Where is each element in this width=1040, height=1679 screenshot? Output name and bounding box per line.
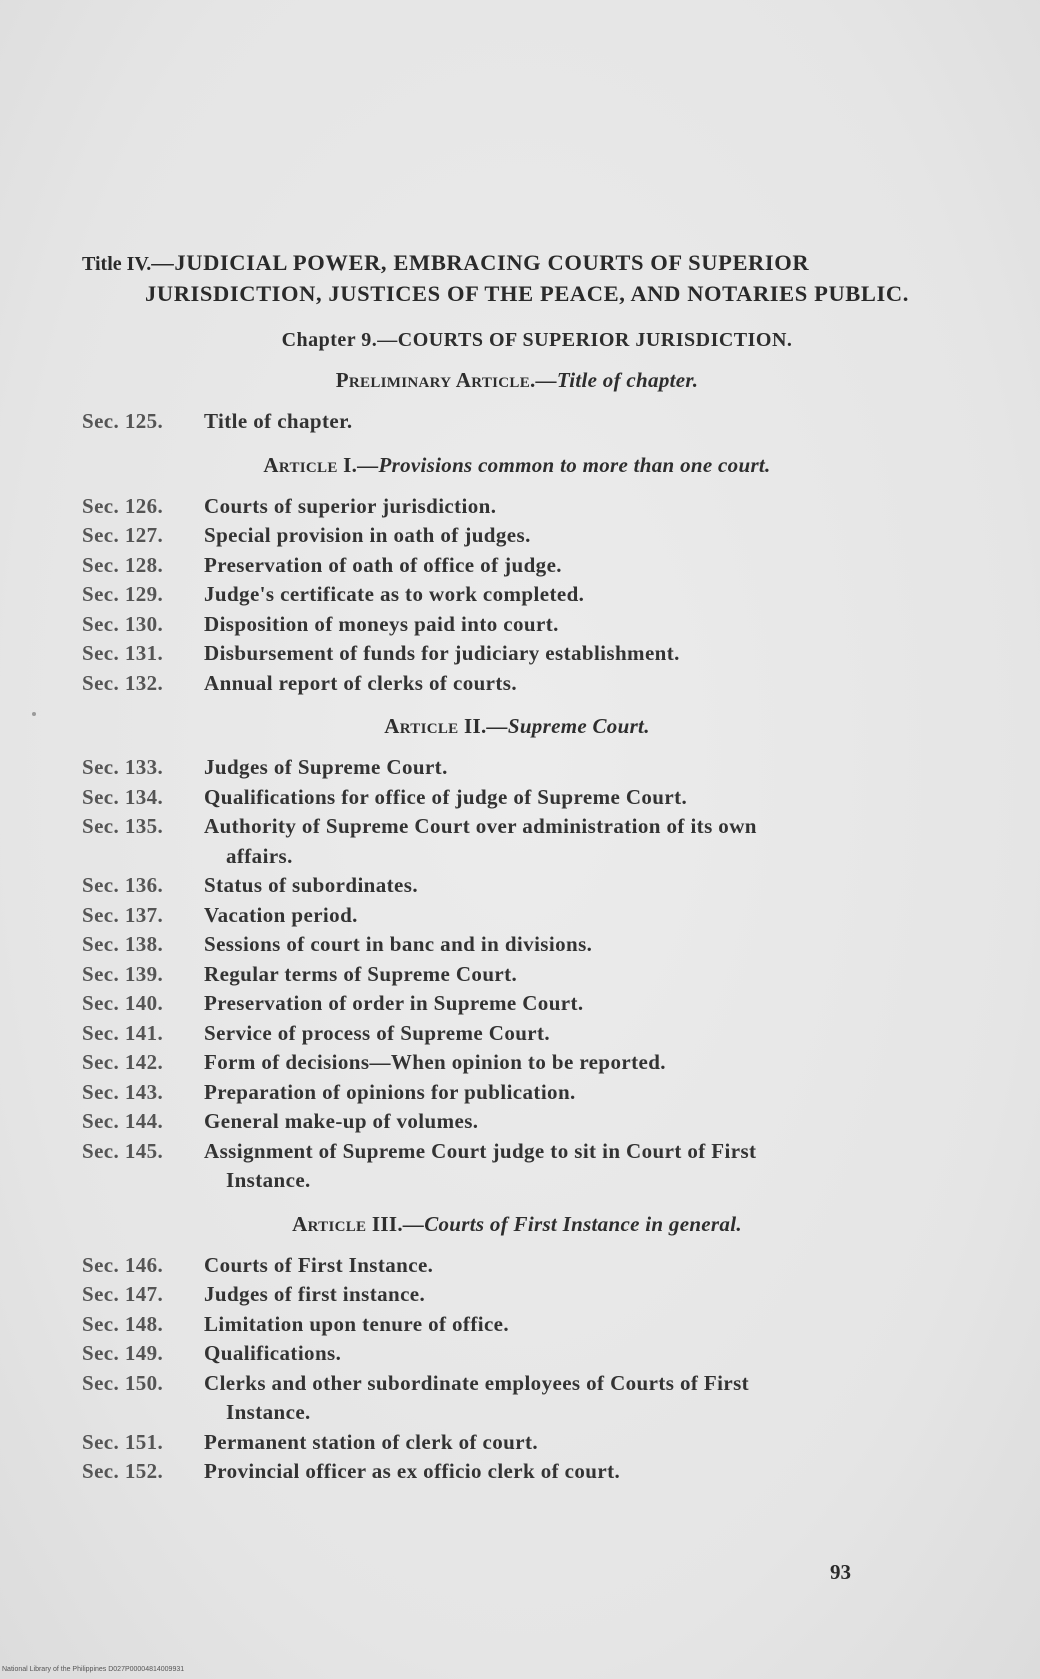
- section-entry: [82, 901, 952, 931]
- section-title-block: [204, 1369, 952, 1428]
- section-title-block: [204, 1137, 952, 1196]
- footer-credit: National Library of the Philippines D027P00004814009931: [2, 1666, 185, 1673]
- section-number: Sec. 132.: [82, 670, 164, 695]
- section-entry: [82, 930, 952, 960]
- section-number: Sec. 146.: [82, 1252, 164, 1277]
- article-label: Article III.: [292, 1211, 403, 1236]
- section-title: Form of decisions—When opinion to be reported.: [204, 1050, 666, 1074]
- section-number: Sec. 140.: [82, 991, 164, 1015]
- section-entry: [82, 521, 952, 551]
- section-title: Preservation of oath of office of judge.: [204, 552, 562, 577]
- section-number: Sec. 151.: [82, 1429, 164, 1454]
- section-list: [82, 492, 952, 699]
- section-title: Provincial officer as ex officio clerk of court.: [204, 1459, 621, 1483]
- section-entry: [82, 960, 952, 990]
- section-title-block: [204, 669, 952, 699]
- section-number: Sec. 127.: [82, 523, 164, 547]
- section-title: Special provision in oath of judges.: [204, 523, 531, 547]
- section-entry: [82, 1251, 952, 1281]
- section-title: Preservation of order in Supreme Court.: [204, 991, 584, 1015]
- section-entry: [82, 1107, 952, 1137]
- article-heading: [82, 453, 952, 478]
- title-text: —JUDICIAL POWER, EMBRACING COURTS OF SUPERIOR JURISDICTION, JUSTICES OF THE PEACE, AND NOTARIES PUBLIC.: [145, 250, 909, 306]
- section-entry: [82, 407, 952, 437]
- section-list: [82, 407, 952, 437]
- section-title: Disposition of moneys paid into court.: [204, 611, 559, 636]
- article-list: [82, 368, 952, 1487]
- section-title: Clerks and other subordinate employees of Courts of First: [204, 1370, 750, 1395]
- section-entry: [82, 1339, 952, 1369]
- section-title: Status of subordinates.: [204, 873, 418, 897]
- section-title: Permanent station of clerk of court.: [204, 1429, 538, 1454]
- section-entry: [82, 1280, 952, 1310]
- section-number: Sec. 150.: [82, 1370, 164, 1395]
- article-label: Article II.: [384, 714, 487, 738]
- section-entry: [82, 753, 952, 783]
- section-title-block: [204, 1280, 952, 1310]
- section-number: Sec. 126.: [82, 493, 164, 518]
- section-title-block: [204, 492, 952, 522]
- title-heading: [82, 248, 952, 308]
- chapter-heading: Chapter 9.—COURTS OF SUPERIOR JURISDICTION.: [281, 329, 793, 351]
- section-title: Courts of superior jurisdiction.: [204, 493, 497, 518]
- section-title-block: [204, 1048, 952, 1078]
- section-entry: [82, 492, 952, 522]
- section-number: Sec. 128.: [82, 552, 164, 577]
- article-label: Preliminary Article.: [335, 368, 536, 392]
- section-number: Sec. 137.: [82, 902, 164, 927]
- section-title-block: [204, 580, 952, 610]
- section-title-block: [204, 1310, 952, 1340]
- section-number: Sec. 139.: [82, 961, 164, 986]
- section-title: Regular terms of Supreme Court.: [204, 961, 518, 986]
- section-title-block: [204, 1078, 952, 1108]
- section-number: Sec. 133.: [82, 755, 164, 779]
- section-title-block: [204, 1457, 952, 1487]
- section-title: Annual report of clerks of courts.: [204, 670, 518, 695]
- section-entry: [82, 871, 952, 901]
- section-number: Sec. 144.: [82, 1109, 164, 1133]
- section-entry: [82, 1137, 952, 1196]
- section-number: Sec. 152.: [82, 1459, 164, 1483]
- section-number: Sec. 149.: [82, 1341, 164, 1365]
- section-entry: [82, 1310, 952, 1340]
- section-title: Title of chapter.: [204, 409, 353, 433]
- section-entry: [82, 639, 952, 669]
- section-title: Preparation of opinions for publication.: [204, 1079, 576, 1104]
- section-number: Sec. 143.: [82, 1079, 164, 1104]
- section-title-block: [204, 551, 952, 581]
- scan-speck: [32, 712, 36, 716]
- section-title-continuation: Instance.: [226, 1400, 311, 1424]
- section-number: Sec. 147.: [82, 1282, 164, 1306]
- section-number: Sec. 129.: [82, 582, 164, 606]
- section-title-block: [204, 639, 952, 669]
- section-entry: [82, 989, 952, 1019]
- section-entry: [82, 812, 952, 871]
- section-number: Sec. 130.: [82, 611, 164, 636]
- section-entry: [82, 1369, 952, 1428]
- section-title: Disbursement of funds for judiciary establishment.: [204, 641, 680, 665]
- section-number: Sec. 131.: [82, 641, 164, 665]
- section-title-block: [204, 407, 952, 437]
- section-number: Sec. 136.: [82, 873, 164, 897]
- section-title-block: [204, 610, 952, 640]
- section-entry: [82, 1019, 952, 1049]
- section-title: Service of process of Supreme Court.: [204, 1020, 551, 1045]
- section-title: Qualifications.: [204, 1341, 342, 1365]
- section-title-block: [204, 783, 952, 813]
- section-title: Assignment of Supreme Court judge to sit in Court of First: [204, 1138, 757, 1163]
- section-entry: [82, 551, 952, 581]
- section-title: General make-up of volumes.: [204, 1109, 479, 1133]
- section-title: Authority of Supreme Court over administration of its own: [204, 814, 757, 838]
- section-title-block: [204, 1339, 952, 1369]
- section-number: Sec. 141.: [82, 1020, 164, 1045]
- section-title-continuation: affairs.: [226, 843, 293, 868]
- section-number: Sec. 142.: [82, 1050, 164, 1074]
- article-label: Article I.: [263, 452, 358, 477]
- article-subject: —Courts of First Instance in general.: [402, 1211, 742, 1236]
- section-title: Courts of First Instance.: [204, 1252, 434, 1277]
- section-title-block: [204, 960, 952, 990]
- section-title: Qualifications for office of judge of Supreme Court.: [204, 784, 688, 809]
- section-entry: [82, 1428, 952, 1458]
- section-title-block: [204, 901, 952, 931]
- section-title-continuation: Instance.: [226, 1168, 311, 1192]
- section-entry: [82, 1078, 952, 1108]
- section-title-block: [204, 1107, 952, 1137]
- section-list: [82, 753, 952, 1196]
- section-title-block: [204, 871, 952, 901]
- article-subject: —Supreme Court.: [486, 714, 650, 738]
- article-heading: [82, 368, 952, 393]
- article-heading: [82, 714, 952, 739]
- section-title-block: [204, 989, 952, 1019]
- section-title-block: [204, 1251, 952, 1281]
- section-entry: [82, 610, 952, 640]
- section-entry: [82, 1457, 952, 1487]
- section-entry: [82, 783, 952, 813]
- section-title: Limitation upon tenure of office.: [204, 1311, 510, 1336]
- section-entry: [82, 580, 952, 610]
- section-list: [82, 1251, 952, 1487]
- section-title-block: [204, 1019, 952, 1049]
- article-heading: [82, 1212, 952, 1237]
- section-title: Sessions of court in banc and in divisions.: [204, 932, 593, 956]
- section-title: Vacation period.: [204, 902, 358, 927]
- section-entry: [82, 1048, 952, 1078]
- document-content: [82, 248, 952, 1487]
- section-title-block: [204, 521, 952, 551]
- section-title-block: [204, 753, 952, 783]
- section-entry: [82, 669, 952, 699]
- article-subject: —Provisions common to more than one court.: [357, 452, 771, 477]
- section-number: Sec. 148.: [82, 1311, 164, 1336]
- section-title: Judge's certificate as to work completed.: [204, 582, 585, 606]
- section-title-block: [204, 812, 952, 871]
- article-subject: —Title of chapter.: [535, 368, 699, 392]
- section-title: Judges of first instance.: [204, 1282, 426, 1306]
- section-number: Sec. 135.: [82, 814, 164, 838]
- section-number: Sec. 125.: [82, 409, 164, 433]
- section-title-block: [204, 1428, 952, 1458]
- section-number: Sec. 138.: [82, 932, 164, 956]
- page-number: 93: [830, 1560, 851, 1584]
- section-title: Judges of Supreme Court.: [204, 755, 448, 779]
- section-number: Sec. 134.: [82, 784, 164, 809]
- section-title-block: [204, 930, 952, 960]
- section-number: Sec. 145.: [82, 1138, 164, 1163]
- title-lead: Title IV.: [82, 253, 152, 275]
